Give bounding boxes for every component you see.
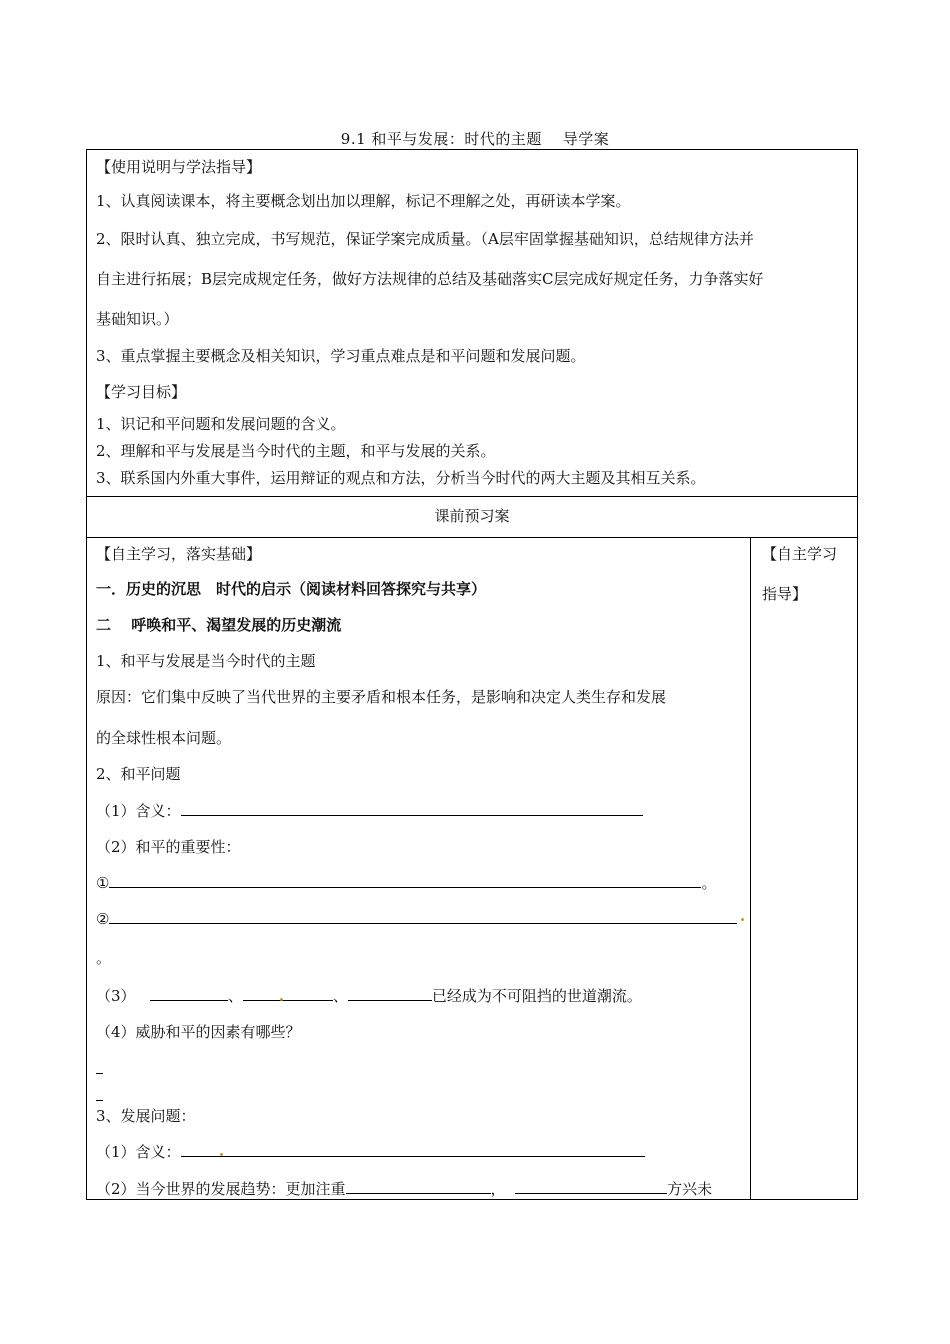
instruction-2c: 基础知识。） [96,310,179,328]
peace-definition-row [96,800,643,821]
heading-two: 二 呼唤和平、渴望发展的历史潮流 [96,616,342,634]
instruction-2b: 自主进行拓展；B层完成规定任务，做好方法规律的总结及基础落实C层完成好规定任务，力争落实好 [96,270,764,288]
circled-two: ② [96,910,110,928]
development-blank-1[interactable] [346,1179,491,1194]
heading-one: 一．历史的沉思 时代的启示（阅读材料回答探究与共享） [96,580,487,598]
trend-sep-1: 、 [227,987,243,1005]
item-3: 3、发展问题： [96,1107,196,1125]
importance-2-blank[interactable] [109,909,737,924]
goal-3: 3、联系国内外重大事件，运用辩证的观点和方法，分析当今时代的两大主题及其相互关系。 [96,469,706,487]
trend-blank-2[interactable] [243,986,333,1001]
mark-dot [220,1153,223,1156]
circled-one: ① [96,874,110,892]
answer-blank-b[interactable] [96,1087,103,1101]
trend-end: 已经成为不可阻挡的世道潮流。 [431,987,642,1005]
instruction-3: 3、重点掌握主要概念及相关知识，学习重点难点是和平问题和发展问题。 [96,347,586,365]
mark-dot [280,998,283,1001]
importance-1-blank[interactable] [109,873,701,888]
development-trend-label: （2）当今世界的发展趋势：更加注重 [96,1180,346,1198]
instructions-heading: 【使用说明与学法指导】 [96,158,262,176]
development-blank-2[interactable] [515,1179,667,1194]
sidebar-heading: 【自主学习 [762,545,838,563]
importance-2-end: 。 [96,949,112,967]
sidebar-heading-cont: 指导】 [762,585,808,603]
development-sep: ， [490,1180,506,1198]
peace-definition-blank[interactable] [181,801,643,816]
trend-row [96,985,642,1006]
trend-sep-2: 、 [332,987,348,1005]
reason-line-a: 原因：它们集中反映了当代世界的主要矛盾和根本任务，是影响和决定人类生存和发展 [96,688,667,706]
development-definition-blank[interactable] [181,1142,645,1157]
reason-line-b: 的全球性根本问题。 [96,729,232,747]
instruction-1: 1、认真阅读课本，将主要概念划出加以理解，标记不理解之处，再研读本学案。 [96,192,631,210]
goals-heading: 【学习目标】 [96,383,187,401]
mark-dot [741,918,744,921]
development-definition-label: （1）含义： [96,1143,181,1161]
preview-heading: 课前预习案 [434,507,510,525]
answer-blank-a[interactable] [96,1060,103,1074]
goal-2: 2、理解和平与发展是当今时代的主题，和平与发展的关系。 [96,442,496,460]
column-divider [750,537,751,1200]
development-end: 方兴未 [667,1180,713,1198]
instruction-2a: 2、限时认真、独立完成，书写规范，保证学案完成质量。（A层牢固掌握基础知识，总结规律方法并 [96,230,754,248]
self-study-box [86,537,858,1200]
trend-blank-3[interactable] [348,986,432,1001]
importance-2-row [96,909,737,928]
goal-1: 1、识记和平问题和发展问题的含义。 [96,415,346,433]
trend-blank-1[interactable] [150,986,228,1001]
item-2: 2、和平问题 [96,765,181,783]
importance-1-row [96,872,716,893]
peace-definition-label: （1）含义： [96,802,181,820]
importance-1-end: 。 [701,874,717,892]
threats-question: （4）威胁和平的因素有哪些？ [96,1023,301,1041]
item-1: 1、和平与发展是当今时代的主题 [96,652,316,670]
page-title: 9.1 和平与发展：时代的主题 导学案 [340,130,610,148]
development-definition-row [96,1141,645,1162]
development-trend-row [96,1178,712,1199]
trend-label: （3） [96,987,136,1005]
peace-importance-label: （2）和平的重要性： [96,838,241,856]
self-study-heading: 【自主学习，落实基础】 [96,545,262,563]
